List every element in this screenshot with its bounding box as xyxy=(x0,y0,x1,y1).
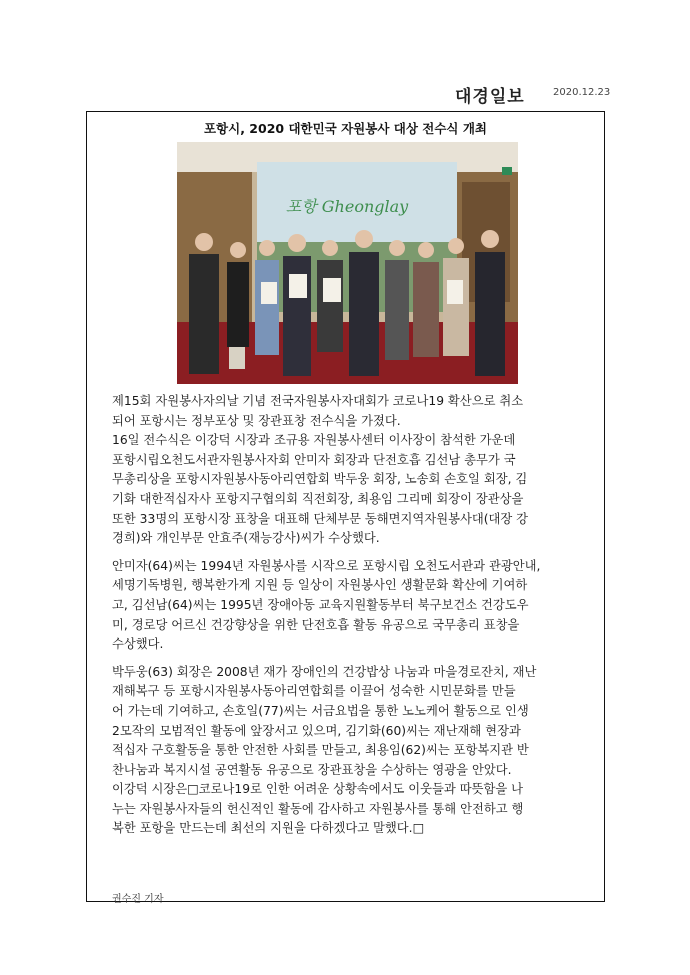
text-line: 기화 대한적십자사 포항지구협의회 직전회장, 최용임 그리메 회장이 장관상을 xyxy=(112,491,524,506)
ceremony-photo xyxy=(177,142,518,384)
text-line: 미, 경로당 어르신 건강향상을 위한 단전호흡 활동 유공으로 국무총리 표창을 xyxy=(112,617,520,632)
text-line: 16일 전수식은 이강덕 시장과 조규용 자원봉사센터 이사장이 참석한 가운데 xyxy=(112,433,516,448)
publication-date: 2020.12.23 xyxy=(553,87,611,98)
text-line: 수상했다. xyxy=(112,637,164,652)
article-box xyxy=(86,111,605,905)
text-line: 제15회 자원봉사자의날 기념 전국자원봉사자대회가 코로나19 확산으로 취소 xyxy=(112,394,524,408)
masthead xyxy=(455,82,615,107)
text-line: 박두웅(63) 회장은 2008년 재가 장애인의 건강밥상 나눔과 마을경로잔치, 재난 xyxy=(112,664,537,679)
text-line: 찬나눔과 복지시설 공연활동 유공으로 장관표창을 수상하는 영광을 안았다. xyxy=(112,762,512,777)
text-line: 또한 33명의 포항시장 표창을 대표해 단체부문 동해면지역자원봉사대(대장 강 xyxy=(112,511,529,526)
text-line: 경희)와 개인부문 안효주(재능강사)씨가 수상했다. xyxy=(112,531,380,546)
text-line: 적십자 구호활동을 통한 안전한 사회를 만들고, 최용임(62)씨는 포항복지관 반 xyxy=(112,743,529,758)
text-line: 재해복구 등 포항시자원봉사동아리연합회를 이끌어 성숙한 시민문화를 만들 xyxy=(112,684,516,699)
text-line: 이강덕 시장은□코로나19로 인한 어려운 상황속에서도 이웃들과 따뜻함을 나 xyxy=(112,782,523,797)
text-line: 포항시립오천도서관자원봉사자회 안미자 회장과 단전호흡 김선남 총무가 국 xyxy=(112,452,516,467)
text-line: 세명기독병원, 행복한가게 지원 등 일상이 자원봉사인 생활문화 확산에 기여하 xyxy=(112,578,528,593)
text-line: 복한 포항을 만드는데 최선의 지원을 다하겠다고 말했다.□ xyxy=(112,821,425,836)
text-line: 안미자(64)씨는 1994년 자원봉사를 시작으로 포항시립 오천도서관과 관광안내, xyxy=(112,558,541,573)
text-line: 2모작의 모범적인 활동에 앞장서고 있으며, 김기화(60)씨는 재난재해 현장과 xyxy=(112,723,521,738)
article-headline: 포항시, 2020 대한민국 자원봉사 대상 전수식 개최 xyxy=(203,121,487,136)
photo-banner-text: 포항 Gheonglay xyxy=(285,197,409,216)
text-line: 무총리상을 포항시자원봉사동아리연합회 박두웅 회장, 노송회 손호일 회장, 김 xyxy=(112,472,528,487)
text-line: 어 가는데 기여하고, 손호일(77)씨는 서금요법을 통한 노노케어 활동으로 인생 xyxy=(112,703,529,718)
text-line: 누는 자원봉사자들의 헌신적인 활동에 감사하고 자원봉사를 통해 안전하고 행 xyxy=(112,801,524,816)
article-body xyxy=(112,392,598,839)
text-line: 고, 김선남(64)씨는 1995년 장애아동 교육지원활동부터 북구보건소 건강도우 xyxy=(112,597,529,612)
reporter-byline: 권수진 기자 xyxy=(112,894,164,905)
newspaper-name: 대경일보 xyxy=(455,87,525,107)
text-line: 되어 포항시는 정부포상 및 장관표창 전수식을 가졌다. xyxy=(112,413,401,428)
